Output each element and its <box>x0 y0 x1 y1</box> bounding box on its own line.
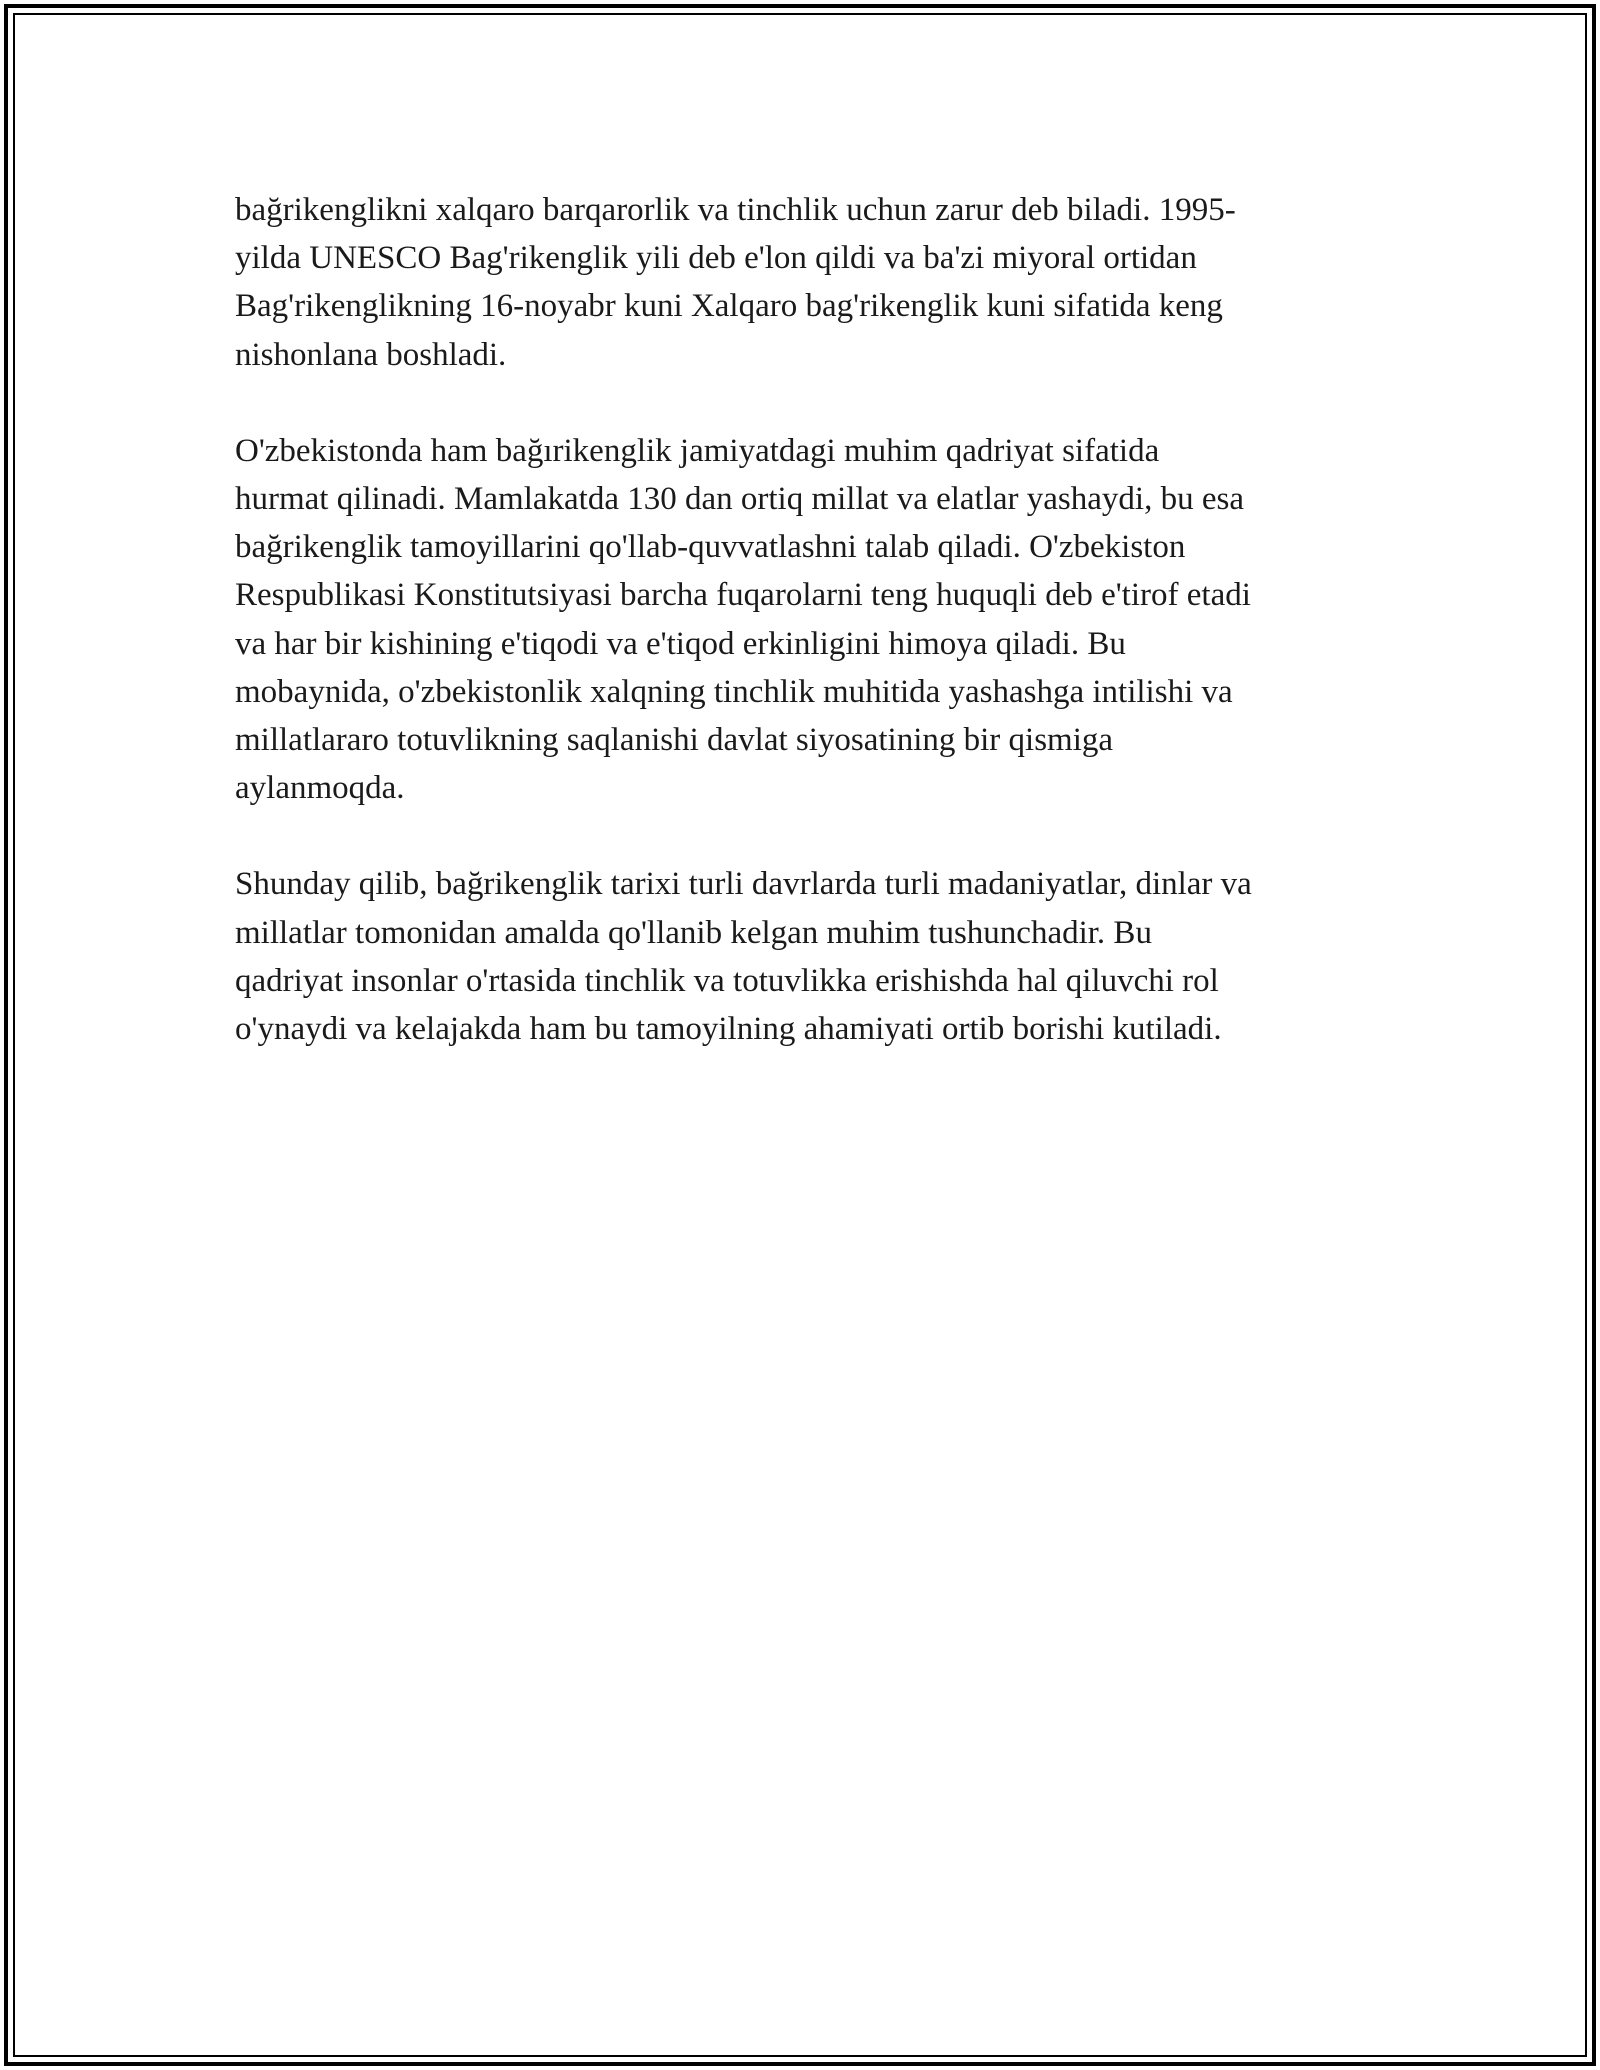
document-body <box>235 186 1375 1053</box>
text-line: qadriyat insonlar o'rtasida tinchlik va totuvlikka erishishda hal qiluvchi rol <box>235 962 1219 999</box>
text-line: va har bir kishining e'tiqodi va e'tiqod erkinligini himoya qiladi. Bu <box>235 625 1126 662</box>
text-line: millatlar tomonidan amalda qo'llanib kelgan muhim tushunchadir. Bu <box>235 914 1152 951</box>
text-line: Bag'rikenglikning 16-noyabr kuni Xalqaro bag'rikenglik kuni sifatida keng <box>235 288 1223 325</box>
paragraph-3 <box>235 860 1375 1053</box>
text-line: yilda UNESCO Bag'rikenglik yili deb e'lon qildi va ba'zi miyoral ortidan <box>235 240 1197 277</box>
text-line: o'ynaydi va kelajakda ham bu tamoyilning ahamiyati ortib borishi kutiladi. <box>235 1011 1222 1048</box>
text-line: bağrikenglikni xalqaro barqarorlik va tinchlik uchun zarur deb biladi. 1995- <box>235 192 1236 228</box>
text-line: mobaynida, o'zbekistonlik xalqning tinchlik muhitida yashashga intilishi va <box>235 673 1233 710</box>
text-line: millatlararo totuvlikning saqlanishi davlat siyosatining bir qismiga <box>235 722 1114 759</box>
text-line: Shunday qilib, bağrikenglik tarixi turli davrlarda turli madaniyatlar, dinlar va <box>235 866 1252 903</box>
text-line: nishonlana boshladi. <box>235 336 507 373</box>
paragraph-1 <box>235 186 1375 379</box>
paragraph-2 <box>235 427 1375 813</box>
text-line: hurmat qilinadi. Mamlakatda 130 dan ortiq millat va elatlar yashaydi, bu esa <box>235 481 1244 518</box>
text-line: bağrikenglik tamoyillarini qo'llab-quvvatlashni talab qiladi. O'zbekiston <box>235 529 1186 566</box>
text-line: aylanmoqda. <box>235 770 405 807</box>
text-line: Respublikasi Konstitutsiyasi barcha fuqarolarni teng huquqli deb e'tirof etadi <box>235 577 1251 614</box>
text-line: O'zbekistonda ham bağırikenglik jamiyatdagi muhim qadriyat sifatida <box>235 432 1160 469</box>
